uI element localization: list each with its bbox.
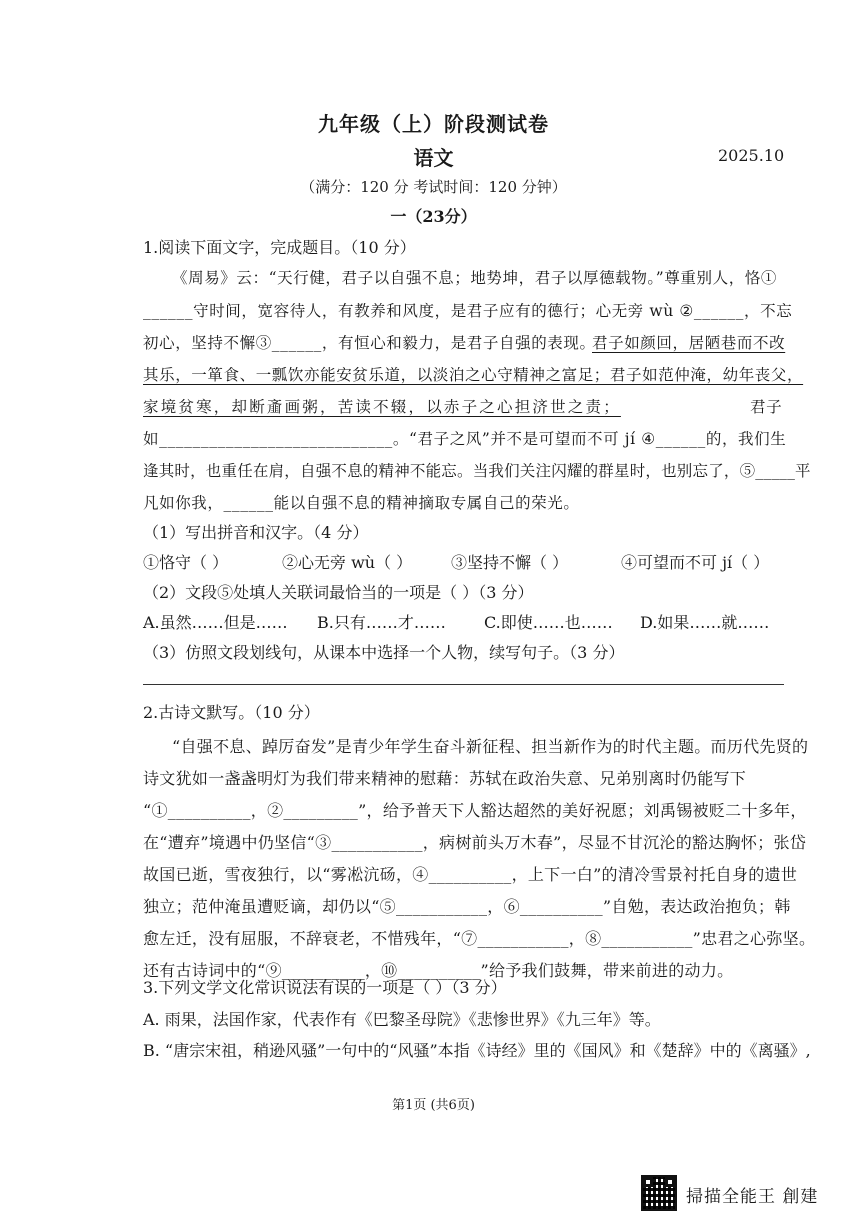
scanner-watermark: 掃描全能王 創建 bbox=[686, 1187, 819, 1207]
q3-option-a: A. 雨果，法国作家，代表作有《巴黎圣母院》《悲惨世界》《九三年》等。 bbox=[143, 1010, 661, 1029]
q1-passage-line-2: ______守时间，宽容待人，有教养和风度，是君子应有的德行；心无旁 wù ②______，不忘 bbox=[143, 302, 793, 320]
answer-line bbox=[143, 684, 784, 685]
q1-underlined-line-4: 其乐，一箪食、一瓢饮亦能安贫乐道，以淡泊之心守精神之富足；君子如范仲淹，幼年丧父， bbox=[143, 366, 804, 384]
page-number: 第1页 (共6页) bbox=[392, 1098, 475, 1113]
q1-sub1-item-3: ③坚持不懈（ ） bbox=[451, 553, 569, 572]
q1-passage-line-7: 如____________________________。“君子之风”并不是可望而不可 jí ④______的，我们生 bbox=[143, 430, 787, 448]
section-heading: 一（23分） bbox=[390, 207, 477, 226]
exam-date: 2025.10 bbox=[718, 146, 785, 165]
q1-passage-line-8: 逢其时，也重任在肩，自强不息的精神不能忘。当我们关注闪耀的群星时，也别忘了，⑤_____平 bbox=[143, 462, 811, 480]
q1-passage-line-1: 《周易》云：“天行健，君子以自强不息；地势坤，君子以厚德载物。”尊重别人，恪① bbox=[172, 269, 778, 287]
q1-sub2-option-b: B.只有……才…… bbox=[317, 613, 446, 632]
subject-title: 语文 bbox=[413, 146, 454, 170]
q1-passage-line-3: 初心，坚持不懈③______，有恒心和毅力，是君子自强的表现。 bbox=[143, 334, 596, 352]
q1-sub3-heading: （3）仿照文段划线句，从课本中选择一个人物，续写句子。（3 分） bbox=[143, 643, 625, 662]
q1-sub1-heading: （1）写出拼音和汉字。（4 分） bbox=[143, 523, 369, 542]
q1-heading: 1.阅读下面文字，完成题目。（10 分） bbox=[143, 238, 416, 257]
q1-underlined-line-5: 家境贫寒，却断齑画粥，苦读不辍，以赤子之心担济世之责； bbox=[143, 398, 621, 416]
q2-line-2: 诗文犹如一盏盏明灯为我们带来精神的慰藉：苏轼在政治失意、兄弟别离时仍能写下 bbox=[143, 769, 747, 788]
q1-passage-junzi: 君子 bbox=[750, 398, 783, 416]
q1-sub2-option-c: C.即使……也…… bbox=[484, 613, 613, 632]
q1-sub1-item-2: ②心无旁 wù（ ） bbox=[282, 553, 413, 572]
q3-heading: 3.下列文学文化常识说法有误的一项是（ ）（3 分） bbox=[143, 978, 507, 997]
q1-sub2-option-d: D.如果……就…… bbox=[640, 613, 770, 632]
q2-line-7: 愈左迁，没有屈服，不辞衰老，不惜残年，“⑦___________，⑧___________”忠君之心弥坚。 bbox=[143, 929, 816, 948]
q2-line-1: “自强不息、踔厉奋发”是青少年学生奋斗新征程、担当新作为的时代主题。而历代先贤的 bbox=[172, 737, 809, 756]
q2-line-8: 还有古诗词中的“⑨__________，⑩__________”给予我们鼓舞，带来前进的动力。 bbox=[143, 961, 734, 980]
q1-sub1-item-1: ①恪守（ ） bbox=[143, 553, 229, 572]
q1-underlined-sentence-start: 君子如颜回，居陋巷而不改 bbox=[592, 334, 786, 352]
q1-passage-line-9: 凡如你我，______能以自强不息的精神摘取专属自己的荣光。 bbox=[143, 494, 580, 512]
q3-option-b: B. “唐宗宋祖，稍逊风骚”一句中的“风骚”本指《诗经》里的《国风》和《楚辞》中的《离骚》, bbox=[143, 1041, 811, 1060]
qr-code-icon bbox=[641, 1175, 677, 1211]
q2-line-3: “①__________，②_________”，给予普天下人豁达超然的美好祝愿；刘禹锡被贬二十多年， bbox=[143, 801, 807, 820]
q1-sub1-item-4: ④可望而不可 jí（ ） bbox=[621, 553, 770, 572]
q2-heading: 2.古诗文默写。（10 分） bbox=[143, 703, 320, 722]
q2-line-4: 在“遭弃”境遇中仍坚信“③___________，病树前头万木春”，尽显不甘沉沦的豁达胸怀；张岱 bbox=[143, 833, 807, 852]
q1-sub2-option-a: A.虽然……但是…… bbox=[143, 613, 288, 632]
q2-line-5: 故国已逝，雪夜独行，以“雾凇沆砀，④__________，上下一白”的清冷雪景衬托自身的遗世 bbox=[143, 865, 798, 884]
q1-sub2-heading: （2）文段⑤处填人关联词最恰当的一项是（ ）（3 分） bbox=[143, 583, 534, 602]
q2-line-6: 独立；范仲淹虽遭贬谪，却仍以“⑤___________，⑥__________”自勉，表达政治抱负；韩 bbox=[143, 897, 791, 916]
exam-info: （满分：120 分 考试时间：120 分钟） bbox=[300, 178, 567, 196]
exam-title: 九年级（上）阶段测试卷 bbox=[318, 112, 549, 136]
